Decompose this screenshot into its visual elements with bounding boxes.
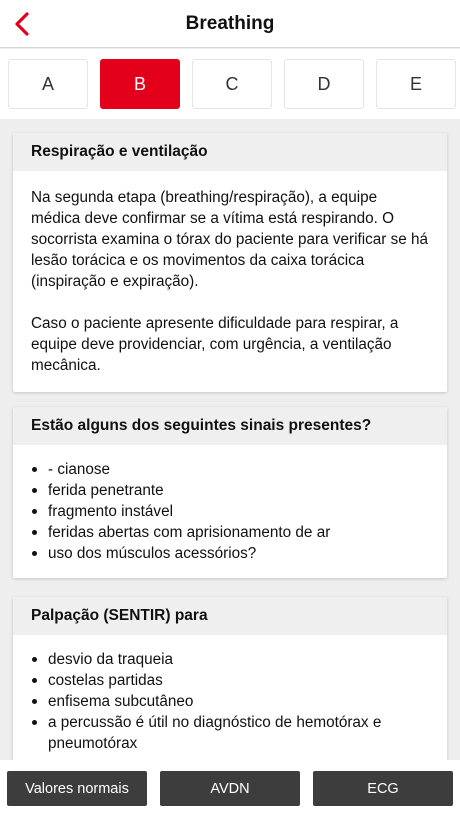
nav-bar <box>0 0 460 48</box>
avdn-button[interactable]: AVDN <box>160 771 300 806</box>
list-item: enfisema subcutâneo <box>31 691 429 712</box>
list-item: costelas partidas <box>31 670 429 691</box>
card-title: Estão alguns dos seguintes sinais presentes? <box>13 407 447 445</box>
list-item: desvio da traqueia <box>31 649 429 670</box>
card-body <box>13 171 447 392</box>
palpation-list <box>31 649 429 754</box>
tab-b[interactable]: B <box>100 59 180 109</box>
paragraph: Caso o paciente apresente dificuldade para respirar, a equipe deve providenciar, com urgência, a ventilação mecânica. <box>31 315 399 374</box>
tab-a[interactable]: A <box>8 59 88 109</box>
ecg-button[interactable]: ECG <box>313 771 453 806</box>
card-title: Palpação (SENTIR) para <box>13 597 447 635</box>
card-title: Respiração e ventilação <box>13 133 447 171</box>
bottom-bar <box>0 760 460 818</box>
list-item: uso dos músculos acessórios? <box>31 543 429 564</box>
tab-d[interactable]: D <box>284 59 364 109</box>
card-body <box>13 635 447 760</box>
back-button[interactable] <box>4 6 40 42</box>
tab-c[interactable]: C <box>192 59 272 109</box>
normal-values-button[interactable]: Valores normais <box>7 771 147 806</box>
letter-tabs <box>0 49 460 119</box>
card-body <box>13 445 447 578</box>
tab-e[interactable]: E <box>376 59 456 109</box>
card-sinais <box>13 407 447 578</box>
content-scroll-area[interactable] <box>0 119 460 760</box>
chevron-left-icon <box>13 11 31 37</box>
list-item: - cianose <box>31 459 429 480</box>
list-item: ferida penetrante <box>31 480 429 501</box>
list-item: feridas abertas com aprisionamento de ar <box>31 522 429 543</box>
signs-list <box>31 459 429 564</box>
list-item: a percussão é útil no diagnóstico de hemotórax e pneumotórax <box>31 712 429 754</box>
list-item: fragmento instável <box>31 501 429 522</box>
card-palpacao <box>13 597 447 760</box>
paragraph: Na segunda etapa (breathing/respiração), a equipe médica deve confirmar se a vítima está respirando. O socorrista examina o tórax do paciente para verificar se há lesão torácica e os movimentos da caixa torácica (inspiração e expiração). <box>31 189 429 290</box>
card-respiracao <box>13 133 447 392</box>
page-title: Breathing <box>185 12 275 34</box>
